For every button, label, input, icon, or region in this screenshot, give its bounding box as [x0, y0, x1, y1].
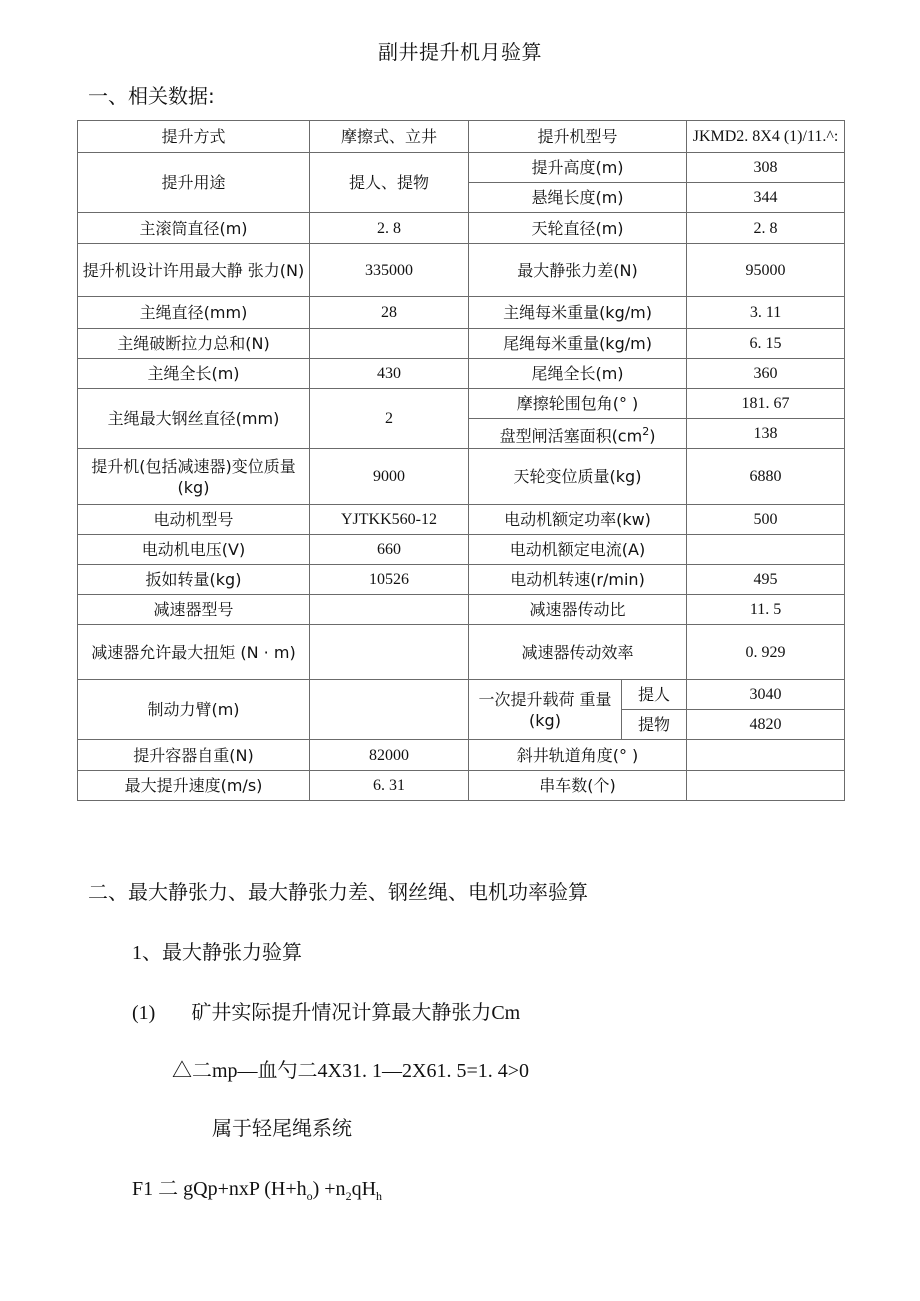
section1-heading: 一、相关数据: — [88, 84, 215, 108]
hoist-height-label: 提升高度(m) — [469, 153, 687, 183]
reducer-torque-value — [310, 625, 469, 680]
container-weight-value: 82000 — [310, 740, 469, 771]
main-rope-weight-label: 主绳每米重量(kg/m) — [469, 297, 687, 329]
car-count-value — [687, 771, 845, 801]
hang-rope-length-label: 悬绳长度(m) — [469, 183, 687, 213]
table-row — [78, 153, 845, 183]
load-label: 一次提升载荷 重量(kg) — [469, 680, 622, 740]
motor-power-label: 电动机额定功率(kw) — [469, 505, 687, 535]
reducer-ratio-value: 11. 5 — [687, 595, 845, 625]
max-static-tension-diff-label: 最大静张力差(N) — [469, 244, 687, 297]
table-row — [78, 449, 845, 505]
max-wire-dia-label: 主绳最大钢丝直径(mm) — [78, 389, 310, 449]
motor-current-value — [687, 535, 845, 565]
tail-rope-weight-value: 6. 15 — [687, 329, 845, 359]
hoist-method-label: 提升方式 — [78, 121, 310, 153]
main-rope-break-value — [310, 329, 469, 359]
max-static-tension-diff-value: 95000 — [687, 244, 845, 297]
car-count-label: 串车数(个) — [469, 771, 687, 801]
motor-voltage-label: 电动机电压(V) — [78, 535, 310, 565]
table-row — [78, 595, 845, 625]
main-rope-weight-value: 3. 11 — [687, 297, 845, 329]
reducer-model-value — [310, 595, 469, 625]
hoist-height-value: 308 — [687, 153, 845, 183]
equation-f1: F1 二 gQp+nxP $(H+h_o) +n_2qH_h$ — [132, 1178, 383, 1203]
load-material-value: 4820 — [687, 710, 845, 740]
document-title: 副井提升机月验算 — [378, 40, 542, 64]
motor-voltage-value: 660 — [310, 535, 469, 565]
sheave-mass-value: 6880 — [687, 449, 845, 505]
table-row — [78, 505, 845, 535]
brake-arm-value — [310, 680, 469, 740]
hoist-use-value: 提人、提物 — [310, 153, 469, 213]
hoist-use-label: 提升用途 — [78, 153, 310, 213]
wrap-angle-value: 181. 67 — [687, 389, 845, 419]
load-person-value: 3040 — [687, 680, 845, 710]
reducer-ratio-label: 减速器传动比 — [469, 595, 687, 625]
hoist-mass-label: 提升机(包括减速器)变位质量(kg) — [78, 449, 310, 505]
reducer-eff-value: 0. 929 — [687, 625, 845, 680]
table-row — [78, 389, 845, 419]
load-material-label: 提物 — [622, 710, 687, 740]
max-speed-label: 最大提升速度(m/s) — [78, 771, 310, 801]
main-rope-dia-value: 28 — [310, 297, 469, 329]
hoist-model-label: 提升机型号 — [469, 121, 687, 153]
wrap-angle-label: 摩擦轮围包角(° ) — [469, 389, 687, 419]
main-rope-length-value: 430 — [310, 359, 469, 389]
sheave-dia-label: 天轮直径(m) — [469, 213, 687, 244]
table-row — [78, 625, 845, 680]
table-row — [78, 213, 845, 244]
motor-model-label: 电动机型号 — [78, 505, 310, 535]
incline-angle-value — [687, 740, 845, 771]
table-row — [78, 535, 845, 565]
main-rope-dia-label: 主绳直径(mm) — [78, 297, 310, 329]
incline-angle-label: 斜井轨道角度(° ) — [469, 740, 687, 771]
hoist-method-value: 摩擦式、立井 — [310, 121, 469, 153]
table-row — [78, 565, 845, 595]
main-drum-dia-value: 2. 8 — [310, 213, 469, 244]
subsection-1-1-heading: (1) 矿井实际提升情况计算最大静张力Cm — [132, 1000, 521, 1024]
max-speed-value: 6. 31 — [310, 771, 469, 801]
hang-rope-length-value: 344 — [687, 183, 845, 213]
sheave-dia-value: 2. 8 — [687, 213, 845, 244]
motor-speed-value: 495 — [687, 565, 845, 595]
motor-power-value: 500 — [687, 505, 845, 535]
table-row — [78, 359, 845, 389]
rotor-label: 扳如转量(kg) — [78, 565, 310, 595]
load-person-label: 提人 — [622, 680, 687, 710]
rotor-value: 10526 — [310, 565, 469, 595]
tail-rope-length-label: 尾绳全长(m) — [469, 359, 687, 389]
sheave-mass-label: 天轮变位质量(kg) — [469, 449, 687, 505]
brake-arm-label: 制动力臂(m) — [78, 680, 310, 740]
table-row — [78, 740, 845, 771]
main-drum-dia-label: 主滚筒直径(m) — [78, 213, 310, 244]
motor-current-label: 电动机额定电流(A) — [469, 535, 687, 565]
main-rope-break-label: 主绳破断拉力总和(N) — [78, 329, 310, 359]
reducer-model-label: 减速器型号 — [78, 595, 310, 625]
tail-rope-weight-label: 尾绳每米重量(kg/m) — [469, 329, 687, 359]
hoist-mass-value: 9000 — [310, 449, 469, 505]
table-row — [78, 244, 845, 297]
section2-heading: 二、最大静张力、最大静张力差、钢丝绳、电机功率验算 — [88, 880, 588, 904]
reducer-eff-label: 减速器传动效率 — [469, 625, 687, 680]
system-note: 属于轻尾绳系统 — [212, 1116, 352, 1140]
max-wire-dia-value: 2 — [310, 389, 469, 449]
table-row — [78, 121, 845, 153]
main-rope-length-label: 主绳全长(m) — [78, 359, 310, 389]
hoist-model-value: JKMD2. 8X4 (1)/11.^: — [687, 121, 845, 153]
motor-speed-label: 电动机转速(r/min) — [469, 565, 687, 595]
table-row — [78, 771, 845, 801]
tail-rope-length-value: 360 — [687, 359, 845, 389]
hoist-data-table — [77, 120, 845, 801]
reducer-torque-label: 减速器允许最大扭矩 (N · m) — [78, 625, 310, 680]
brake-piston-area-value: 138 — [687, 419, 845, 449]
subsection-1-heading: 1、最大静张力验算 — [132, 940, 302, 964]
table-row — [78, 680, 845, 710]
motor-model-value: YJTKK560-12 — [310, 505, 469, 535]
max-static-tension-label: 提升机设计许用最大静 张力(N) — [78, 244, 310, 297]
table-row — [78, 297, 845, 329]
container-weight-label: 提升容器自重(N) — [78, 740, 310, 771]
max-static-tension-value: 335000 — [310, 244, 469, 297]
table-row — [78, 329, 845, 359]
equation-delta: △二mp—血勺二4X31. 1—2X61. 5=1. 4>0 — [172, 1060, 530, 1082]
brake-piston-area-label: 盘型闸活塞面积$(cm^2)$ — [469, 419, 687, 449]
